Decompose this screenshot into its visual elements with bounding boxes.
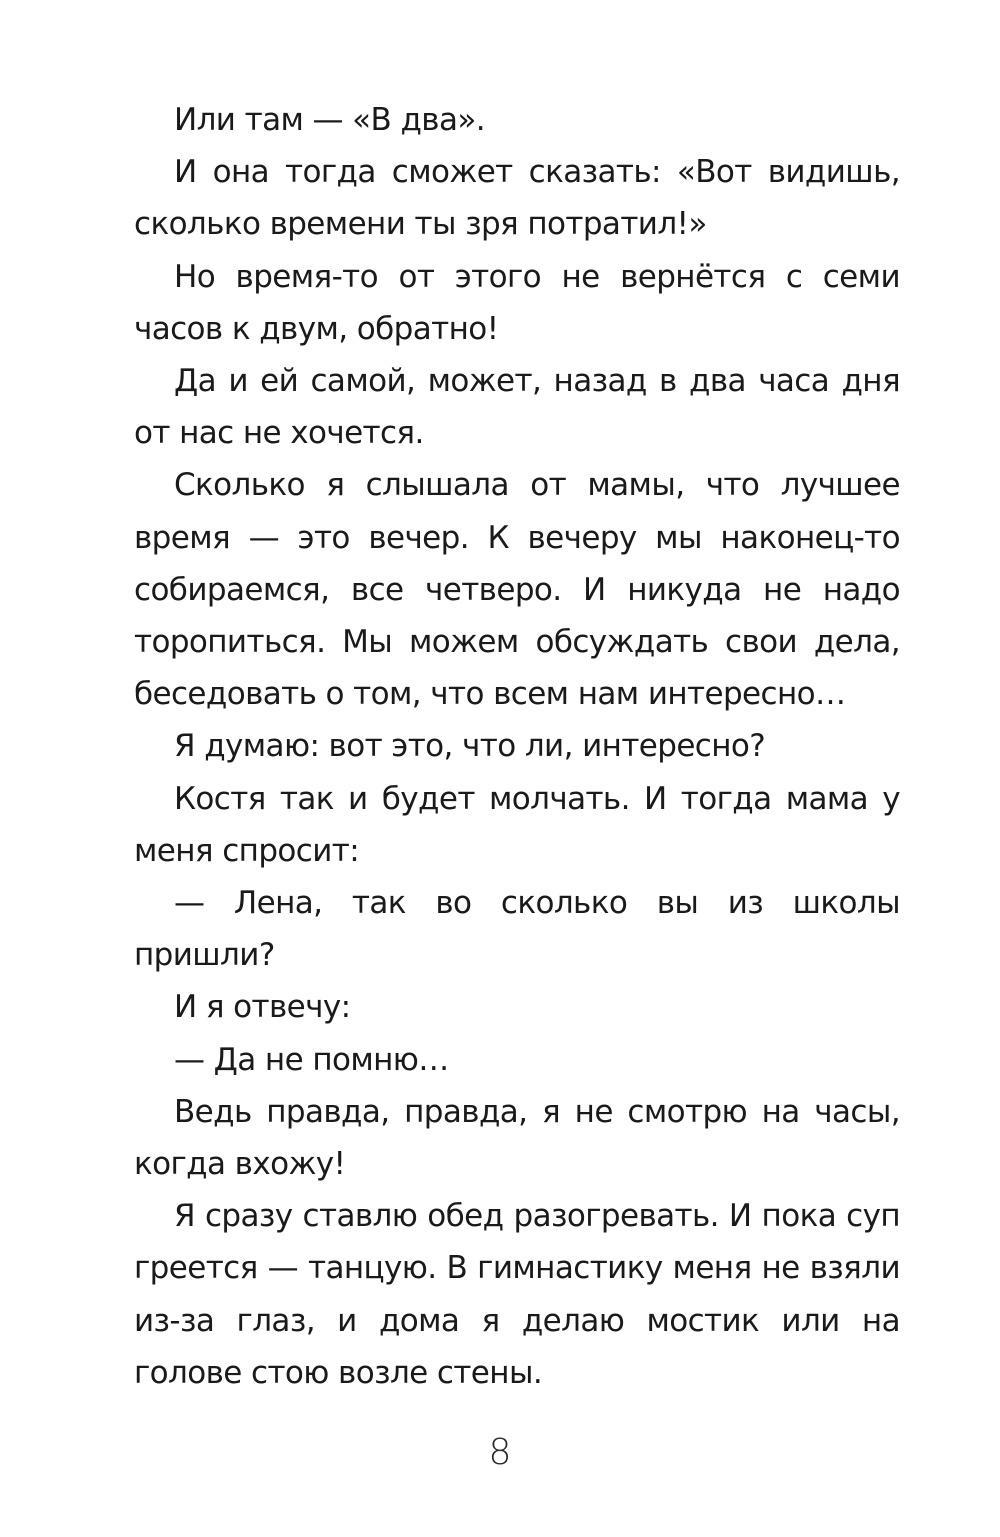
paragraph-4: Да и ей самой, может, назад в два часа дня от нас не хочется. [134,363,900,452]
body-text [134,94,900,1399]
paragraph-2: И она тогда сможет сказать: «Вот видишь, сколько времени ты зря потратил!» [134,154,900,243]
paragraph-9: И я отвечу: [174,989,351,1026]
paragraph-5: Сколько я слышала от мамы, что лучшее время — это вечер. К вечеру мы наконец-то собираемся, все четверо. И никуда не надо торопиться. Мы можем обсуждать свои дела, беседовать о том, что всем нам интересно… [134,467,900,713]
paragraph-6: Я думаю: вот это, что ли, интересно? [174,728,766,765]
paragraph-7: Костя так и будет молчать. И тогда мама у меня спросит: [134,780,900,869]
page-number: 8 [488,1432,512,1473]
paragraph-10: — Да не помню… [174,1041,449,1078]
paragraph-12: Я сразу ставлю обед разогревать. И пока суп греется — танцую. В гимнастику меня не взяли из-за глаз, и дома я делаю мостик или на голове стою возле стены. [134,1198,900,1391]
paragraph-1: Или там — «В два». [174,102,485,138]
paragraph-11: Ведь правда, правда, я не смотрю на часы, когда вхожу! [134,1093,900,1183]
paragraph-3: Но время-то от этого не вернётся с семи часов к двум, обратно! [134,258,900,347]
paragraph-8: — Лена, так во сколько вы из школы пришли? [134,885,900,974]
